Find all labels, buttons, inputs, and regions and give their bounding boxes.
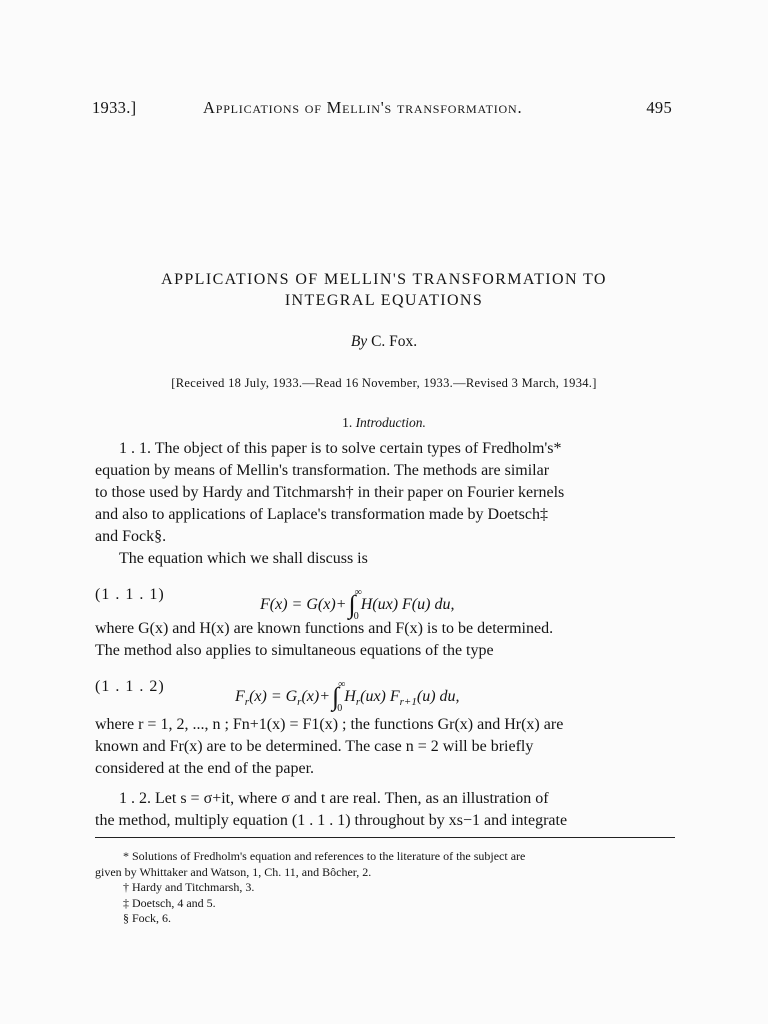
paragraph-1-1 — [95, 438, 675, 570]
eq-symbol: (x) = G — [249, 688, 298, 705]
text-line: the method, multiply equation (1 . 1 . 1) throughout by xs−1 and integrate — [95, 812, 568, 829]
text-line: considered at the end of the paper. — [95, 760, 315, 777]
text-line: known and Fr(x) are to be determined. The case n = 2 will be briefly — [95, 738, 534, 755]
paper-title-line-2: INTEGRAL EQUATIONS — [284, 292, 484, 309]
text-line: The method also applies to simultaneous equations of the type — [95, 642, 494, 659]
integral-lower-limit: 0 — [337, 703, 343, 714]
text-line: The equation which we shall discuss is — [119, 550, 368, 567]
footnote-line: given by Whittaker and Watson, 1, Ch. 11, and Bôcher, 2. — [95, 864, 372, 879]
running-header-title: Applications of Mellin's transformation. — [203, 98, 523, 117]
by-label: By — [350, 333, 368, 350]
paragraph-1-1-end — [95, 714, 675, 780]
author-name: C. Fox. — [371, 333, 418, 350]
integral-lower-limit: 0 — [353, 611, 359, 622]
author-byline — [0, 333, 768, 351]
text-line: equation by means of Mellin's transformation. The methods are similar — [95, 462, 550, 479]
footnote-rule — [95, 837, 675, 838]
footnote-line: * Solutions of Fredholm's equation and references to the literature of the subject are — [123, 849, 526, 863]
equation-body — [235, 678, 460, 714]
equation-number: (1 . 1 . 2) — [95, 678, 165, 695]
equation-integrand: H(ux) F(u) du, — [360, 596, 455, 613]
footnotes — [95, 849, 675, 927]
text-line: where G(x) and H(x) are known functions and F(x) is to be determined. — [95, 620, 554, 637]
eq-symbol: (ux) F — [360, 688, 400, 705]
footnote-line: † Hardy and Titchmarsh, 3. — [123, 880, 255, 894]
eq-subscript: r+1 — [399, 696, 417, 708]
running-header-year: 1933.] — [92, 98, 137, 117]
section-title: Introduction. — [355, 415, 426, 430]
section-heading — [0, 415, 768, 431]
eq-subscript: r — [355, 696, 361, 708]
eq-symbol: F — [235, 688, 245, 705]
text-line: 1 . 2. Let s = σ+it, where σ and t are real. Then, as an illustration of — [119, 790, 549, 807]
paragraph-1-1-cont — [95, 618, 675, 662]
equation-body — [260, 586, 455, 622]
integral-upper-limit: ∞ — [354, 587, 362, 598]
eq-symbol: (u) du, — [416, 688, 460, 705]
section-number: 1. — [342, 415, 353, 430]
text-line: 1 . 1. The object of this paper is to solve certain types of Fredholm's* — [119, 440, 562, 457]
integral-upper-limit: ∞ — [338, 679, 346, 690]
eq-subscript: r — [244, 696, 250, 708]
page-number: 495 — [646, 98, 672, 117]
eq-symbol: (x)+ — [301, 688, 331, 705]
equation-1-1-2 — [95, 668, 675, 714]
equation-1-1-1 — [95, 576, 675, 622]
text-line: and also to applications of Laplace's transformation made by Doetsch‡ — [95, 506, 548, 523]
paragraph-1-2 — [95, 788, 675, 832]
eq-symbol: H — [344, 688, 356, 705]
footnote-line: ‡ Doetsch, 4 and 5. — [123, 895, 216, 910]
integral-sign-icon: ∫ — [348, 590, 356, 619]
received-dates: [Received 18 July, 1933.—Read 16 November, 1933.—Revised 3 March, 1934.] — [171, 376, 597, 390]
footnote-line: § Fock, 6. — [123, 911, 171, 925]
paper-title-line-1: APPLICATIONS OF MELLIN'S TRANSFORMATION TO — [161, 271, 607, 288]
eq-subscript: r — [297, 696, 302, 708]
equation-number: (1 . 1 . 1) — [95, 586, 165, 603]
integral-sign-icon: ∫ — [332, 682, 340, 711]
equation-lhs: F(x) = G(x)+ — [260, 596, 347, 613]
text-line: where r = 1, 2, ..., n ; Fn+1(x) = F1(x) ; the functions Gr(x) and Hr(x) are — [95, 716, 564, 733]
text-line: and Fock§. — [95, 528, 167, 545]
text-line: to those used by Hardy and Titchmarsh† in their paper on Fourier kernels — [95, 484, 565, 501]
